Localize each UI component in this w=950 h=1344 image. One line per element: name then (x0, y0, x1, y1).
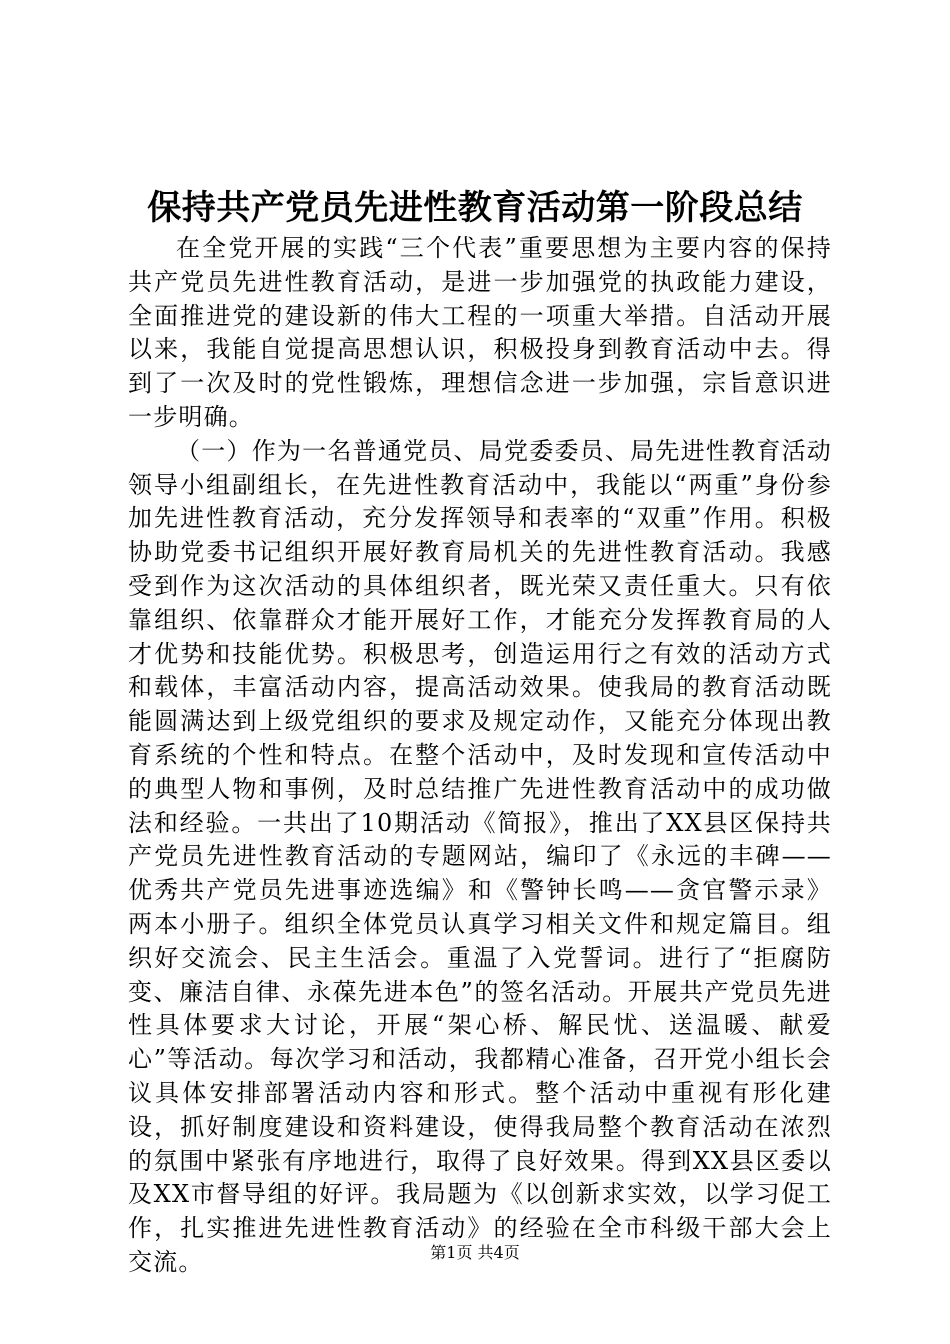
page-number-footer: 第1页 共4页 (430, 1243, 520, 1262)
paragraph-section-one: （一）作为一名普通党员、局党委委员、局先进性教育活动领导小组副组长，在先进性教育活动中，我能以“两重”身份参加先进性教育活动，充分发挥领导和表率的“双重”作用。积极协助党委书记组织开展好教育局机关的先进性教育活动。我感受到作为这次活动的具体组织者，既光荣又责任重大。只有依靠组织、依靠群众才能开展好工作，才能充分发挥教育局的人才优势和技能优势。积极思考，创造运用行之有效的活动方式和载体，丰富活动内容，提高活动效果。使我局的教育活动既能圆满达到上级党组织的要求及规定动作，又能充分体现出教育系统的个性和特点。在整个活动中，及时发现和宣传活动中的典型人物和事例，及时总结推广先进性教育活动中的成功做法和经验。一共出了10期活动《简报》，推出了XX县区保持共产党员先进性教育活动的专题网站，编印了《永远的丰碑——优秀共产党员先进事迹选编》和《警钟长鸣——贪官警示录》两本小册子。组织全体党员认真学习相关文件和规定篇目。组织好交流会、民主生活会。重温了入党誓词。进行了“拒腐防变、廉洁自律、永葆先进本色”的签名活动。开展共产党员先进性具体要求大讨论，开展“架心桥、解民忧、送温暖、献爱心”等活动。每次学习和活动，我都精心准备，召开党小组长会议具体安排部署活动内容和形式。整个活动中重视有形化建设，抓好制度建设和资料建设，使得我局整个教育活动在浓烈的氛围中紧张有序地进行，取得了良好效果。得到XX县区委以及XX市督导组的好评。我局题为《以创新求实效，以学习促工作，扎实推进先进性教育活动》的经验在全市科级干部大会上交流。 (128, 436, 832, 1276)
document-title: 保持共产党员先进性教育活动第一阶段总结 (147, 188, 803, 228)
paragraph-intro: 在全党开展的实践“三个代表”重要思想为主要内容的保持共产党员先进性教育活动，是进一步加强党的执政能力建设，全面推进党的建设新的伟大工程的一项重大举措。自活动开展以来，我能自觉提高思想认识，积极投身到教育活动中去。得到了一次及时的党性锻炼，理想信念进一步加强，宗旨意识进一步明确。 (128, 234, 832, 431)
document-body (128, 232, 832, 1280)
